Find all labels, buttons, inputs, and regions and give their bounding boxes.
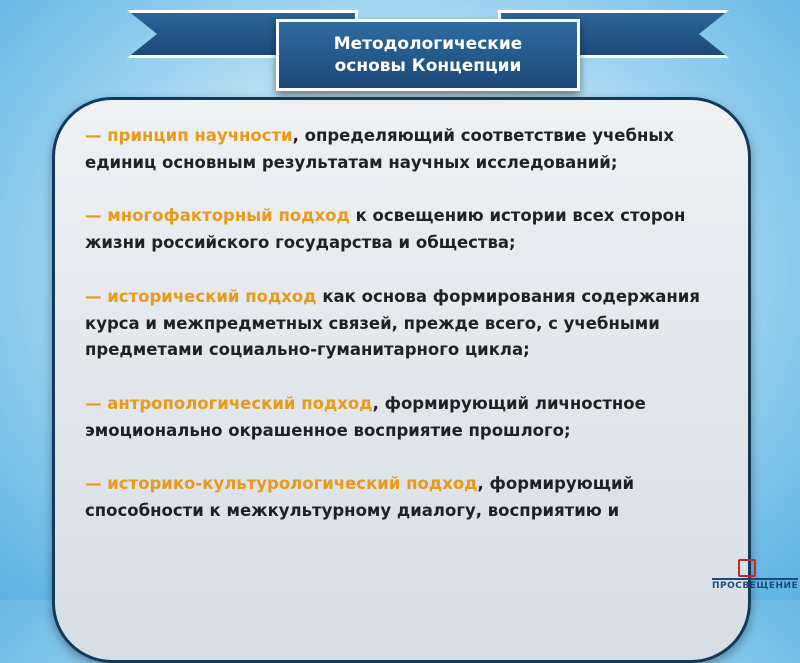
list-item <box>85 123 725 176</box>
list-item <box>85 471 725 524</box>
book-icon <box>738 559 756 577</box>
item-highlight: — принцип научности <box>85 126 293 145</box>
item-highlight: — историко-культурологический подход <box>85 474 478 494</box>
list-item <box>85 284 725 364</box>
list-item <box>85 391 725 444</box>
logo-text: ПРОСВЕЩЕНИЕ <box>712 578 798 591</box>
item-text: как основа формирования содержания курса и межпредметных связей, прежде всего, с учебными предметами социально-гуманитарного цикла; <box>85 286 700 360</box>
prosveshchenie-logo <box>708 555 800 600</box>
item-text: к освещению истории всех сторон жизни российского государства и общества; <box>85 206 686 253</box>
slide-title: Методологические основы Концепции <box>333 34 523 76</box>
item-text: , формирующий личностное эмоционально окрашенное восприятие прошлого; <box>85 393 646 440</box>
item-highlight: — исторический подход <box>85 286 317 306</box>
title-banner <box>276 19 580 91</box>
list-item <box>85 203 725 256</box>
principles-list <box>85 123 725 552</box>
item-text: , формирующий способности к межкультурному диалогу, восприятию и <box>85 474 635 521</box>
item-text: , определяющий соответствие учебных единиц основным результатам научных исследований; <box>85 126 674 172</box>
item-highlight: — антропологический подход <box>85 393 373 413</box>
item-highlight: — многофакторный подход <box>85 206 350 226</box>
